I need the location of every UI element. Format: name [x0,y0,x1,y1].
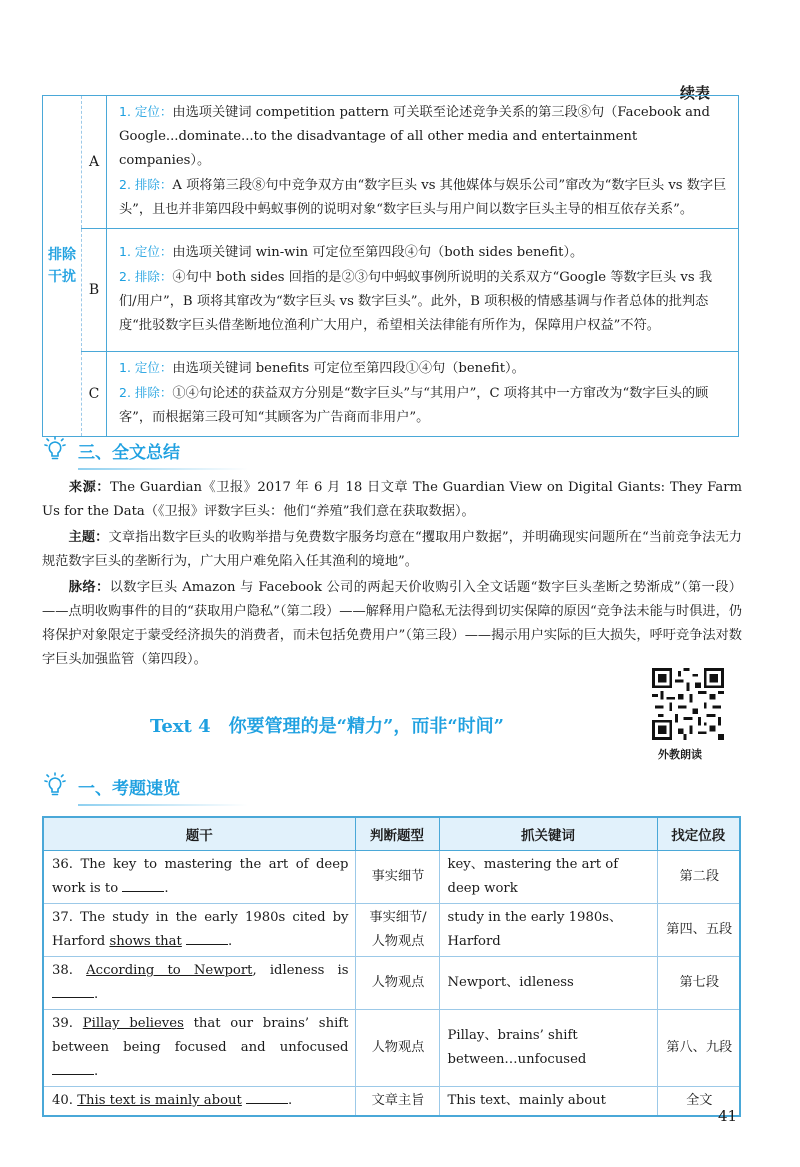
stem-underlined: shows that [109,934,182,949]
option-analysis [107,96,739,229]
question-type: 人物观点 [355,1010,439,1087]
overview-heading [42,772,180,800]
table-row [43,96,739,229]
question-type: 事实细节/人物观点 [355,904,439,957]
row-header-label: 排除 干扰 [48,247,76,285]
context-text: 以数字巨头 Amazon 与 Facebook 公司的两起天价收购引入全文话题“数字巨头垄断之势渐成”（第一段）——点明收购事件的目的“获取用户隐私”（第二段）——解释用户隐私无法得到切实保障的原因“竞争法未能与时俱进，仍将保护对象限定于蒙受经济损失的消费者，而未包括免费用户”（第三段）——揭示用户实际的巨大损失，呼吁竞争法对数字巨头加强监管（第四段）。 [42,580,742,667]
option-label: C [82,352,107,437]
locate-text: 由选项关键词 benefits 可定位至第四段①④句（benefit）。 [172,361,525,376]
question-type: 文章主旨 [355,1087,439,1117]
exclude-keyword: 2. 排除： [119,269,173,284]
stem-text: The study in the early 1980s cited by Harford [52,910,349,949]
stem-end: . [164,881,169,896]
locate-keyword: 1. 定位： [119,360,173,375]
answer-blank [52,1060,94,1075]
question-keywords: This text、mainly about [439,1087,657,1117]
stem-text: The key to mastering the art of deep work is to [52,857,349,896]
context-label: 脉络： [68,580,110,595]
column-header: 抓关键词 [439,817,657,851]
question-stem [43,1010,355,1087]
question-number: 39. [52,1016,73,1031]
answer-blank [246,1089,288,1104]
table-row [43,229,739,352]
row-header [43,96,82,437]
question-number: 36. [52,857,73,872]
text4-label: Text 4 [150,716,211,737]
stem-underlined: Pillay believes [82,1016,184,1031]
stem-end: . [288,1093,293,1108]
section-title: 三、全文总结 [78,442,180,463]
stem-underlined: This text is mainly about [77,1093,242,1108]
locate-text: 由选项关键词 competition pattern 可关联至论述竞争关系的第三段⑧句（Facebook and Google...dominate...to the disadvantage of all other media and entertainment companies）。 [119,105,710,168]
question-location: 第八、九段 [657,1010,740,1087]
question-number: 40. [52,1093,73,1108]
stem-text: that our brains’ shift between being focused and unfocused [52,1016,349,1055]
answer-blank [186,930,228,945]
lightbulb-icon [42,772,70,800]
option-label: A [82,96,107,229]
table-row [43,1087,740,1117]
question-stem [43,904,355,957]
locate-keyword: 1. 定位： [119,244,173,259]
answer-blank [122,877,164,892]
stem-text: , idleness is [252,963,349,978]
table-row [43,352,739,437]
table-header-row [43,817,740,851]
page-number: 41 [718,1107,738,1125]
answer-blank [52,983,94,998]
option-analysis [107,229,739,352]
column-header: 判断题型 [355,817,439,851]
heading-rule [78,804,248,806]
question-number: 38. [52,963,73,978]
exclude-text: A 项将第三段⑧句中竞争双方由“数字巨头 vs 其他媒体与娱乐公司”窜改为“数字巨头 vs 数字巨头”，且也并非第四段中蚂蚁事例的说明对象“数字巨头与用户间以数字巨头主导的相互依存关系”。 [119,178,727,217]
question-number: 37. [52,910,73,925]
source-label: 来源： [68,480,111,495]
text4-title [150,712,504,738]
qr-label: 外教朗读 [658,748,702,761]
elimination-table [42,95,739,437]
question-keywords: study in the early 1980s、Harford [439,904,657,957]
source-text: The Guardian《卫报》2017 年 6 月 18 日文章 The Guardian View on Digital Giants: They Farm Us for the Data（《卫报》评数字巨头：他们“养殖”我们意在获取数据）。 [42,480,742,519]
exclude-keyword: 2. 排除： [119,177,173,192]
question-keywords: Pillay、brains’ shift between…unfocused [439,1010,657,1087]
column-header: 找定位段 [657,817,740,851]
question-type: 事实细节 [355,851,439,904]
option-analysis [107,352,739,437]
question-keywords: key、mastering the art of deep work [439,851,657,904]
stem-end: . [94,987,99,1002]
question-stem [43,1087,355,1117]
text4-heading: 你要管理的是“精力”，而非“时间” [228,716,505,737]
question-stem [43,957,355,1010]
continued-label: 续表 [680,84,711,102]
section-title: 一、考题速览 [78,778,180,799]
summary-source [42,476,742,524]
heading-rule [78,468,248,470]
table-row [43,851,740,904]
exclude-text: ①④句论述的获益双方分别是“数字巨头”与“其用户”，C 项将其中一方窜改为“数字巨头的顾客”，而根据第三段可知“其顾客为广告商而非用户”。 [119,386,709,425]
lightbulb-icon [42,436,70,464]
question-location: 第四、五段 [657,904,740,957]
locate-text: 由选项关键词 win-win 可定位至第四段④句（both sides benefit）。 [172,245,584,260]
question-location: 全文 [657,1087,740,1117]
exclude-keyword: 2. 排除： [119,385,173,400]
summary-context [42,576,742,672]
exclude-text: ④句中 both sides 回指的是②③句中蚂蚁事例所说明的关系双方“Google 等数字巨头 vs 我们/用户”，B 项将其窜改为“数字巨头 vs 数字巨头”。此外，B 项积极的情感基调与作者总体的批判态度“批驳数字巨头借垄断地位渔利广大用户，希望相关法律能有所作为，保障用户权益”不符。 [119,270,713,333]
option-label: B [82,229,107,352]
theme-label: 主题： [68,530,109,545]
stem-underlined: According to Newport [86,963,253,978]
question-location: 第二段 [657,851,740,904]
summary-heading [42,436,180,464]
table-row [43,957,740,1010]
column-header: 题干 [43,817,355,851]
table-row [43,904,740,957]
overview-table [42,816,741,1117]
question-type: 人物观点 [355,957,439,1010]
stem-end: . [228,934,233,949]
qr-code-icon[interactable] [652,668,724,740]
stem-end: . [94,1064,99,1079]
theme-text: 文章指出数字巨头的收购举措与免费数字服务均意在“攫取用户数据”，并明确现实问题所在“当前竞争法无力规范数字巨头的垄断行为，广大用户难免陷入任其渔利的境地”。 [42,530,742,569]
question-stem [43,851,355,904]
summary-theme [42,526,742,574]
locate-keyword: 1. 定位： [119,104,173,119]
question-location: 第七段 [657,957,740,1010]
question-keywords: Newport、idleness [439,957,657,1010]
table-row [43,1010,740,1087]
